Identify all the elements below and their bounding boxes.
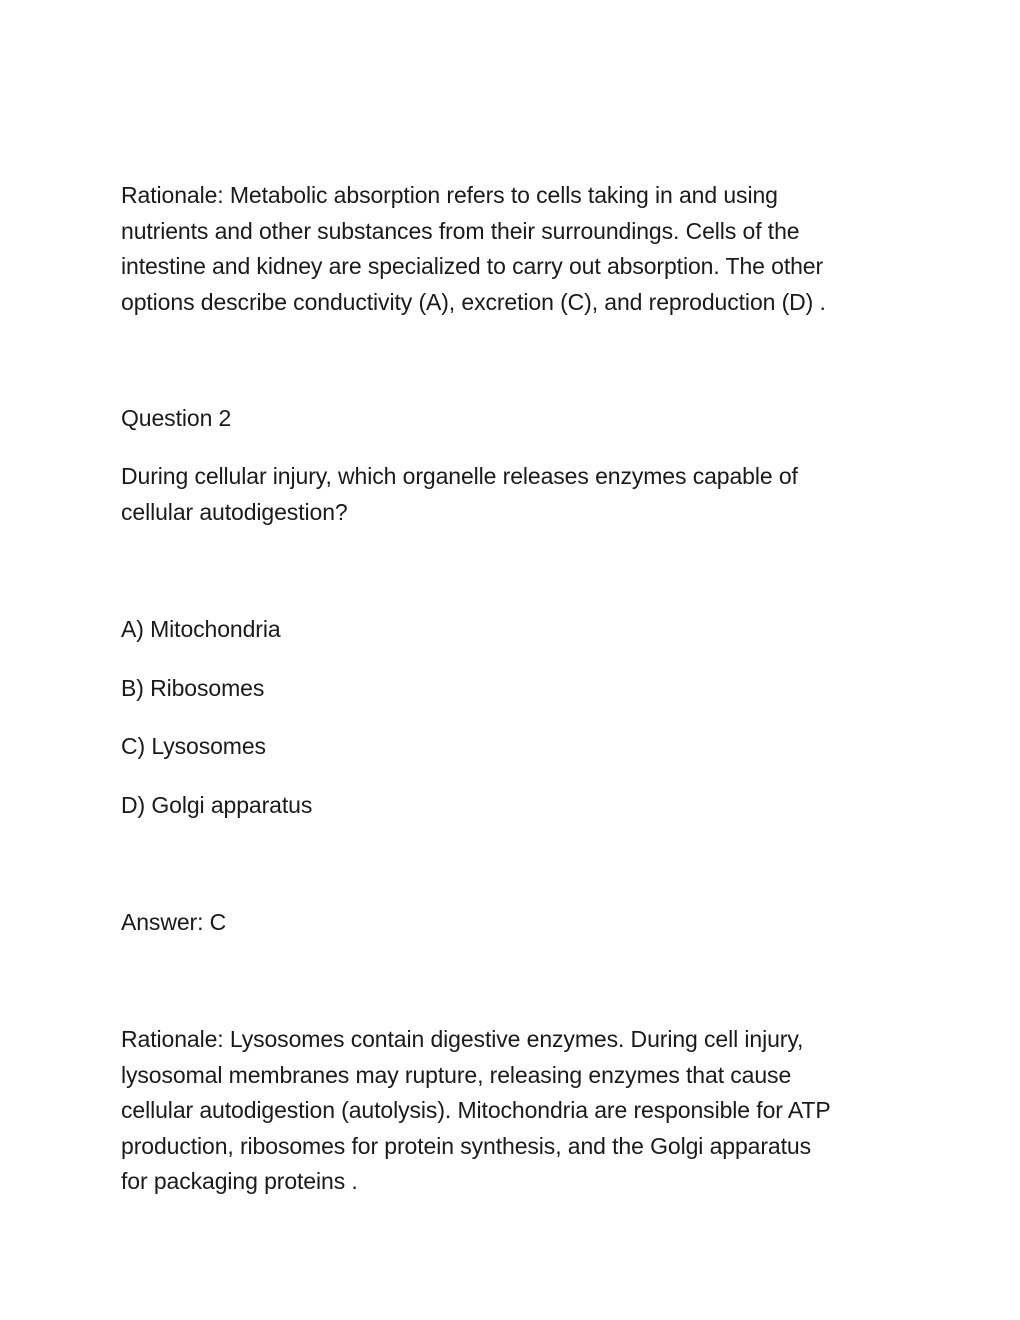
rationale-1-line: intestine and kidney are specialized to carry out absorption. The other bbox=[121, 253, 824, 279]
option-d bbox=[121, 788, 901, 824]
question-2-prompt bbox=[121, 459, 901, 530]
option-d-text: D) Golgi apparatus bbox=[121, 792, 313, 818]
rationale-1 bbox=[121, 178, 901, 320]
rationale-1-line: options describe conductivity (A), excretion (C), and reproduction (D) . bbox=[121, 288, 826, 315]
option-c bbox=[121, 729, 901, 765]
option-a bbox=[121, 612, 901, 648]
question-prompt-line: cellular autodigestion? bbox=[121, 498, 348, 525]
question-prompt-line: During cellular injury, which organelle releases enzymes capable of bbox=[121, 463, 798, 489]
option-b-text: B) Ribosomes bbox=[121, 675, 265, 701]
rationale-1-line: Rationale: Metabolic absorption refers to cells taking in and using bbox=[121, 182, 778, 208]
rationale-2-line: cellular autodigestion (autolysis). Mitochondria are responsible for ATP bbox=[121, 1097, 831, 1123]
rationale-2-line: Rationale: Lysosomes contain digestive enzymes. During cell injury, bbox=[121, 1026, 804, 1052]
question-heading-text: Question 2 bbox=[121, 405, 232, 431]
rationale-2-line: production, ribosomes for protein synthesis, and the Golgi apparatus bbox=[121, 1132, 811, 1159]
rationale-2-line: lysosomal membranes may rupture, releasing enzymes that cause bbox=[121, 1061, 792, 1088]
option-b bbox=[121, 671, 901, 707]
option-a-text: A) Mitochondria bbox=[121, 616, 281, 642]
answer bbox=[121, 905, 901, 941]
answer-text: Answer: C bbox=[121, 909, 227, 935]
rationale-1-line: nutrients and other substances from their surroundings. Cells of the bbox=[121, 217, 800, 244]
question-2-heading bbox=[121, 401, 901, 437]
rationale-2 bbox=[121, 1022, 901, 1200]
rationale-2-line: for packaging proteins . bbox=[121, 1168, 358, 1194]
option-c-text: C) Lysosomes bbox=[121, 733, 266, 759]
